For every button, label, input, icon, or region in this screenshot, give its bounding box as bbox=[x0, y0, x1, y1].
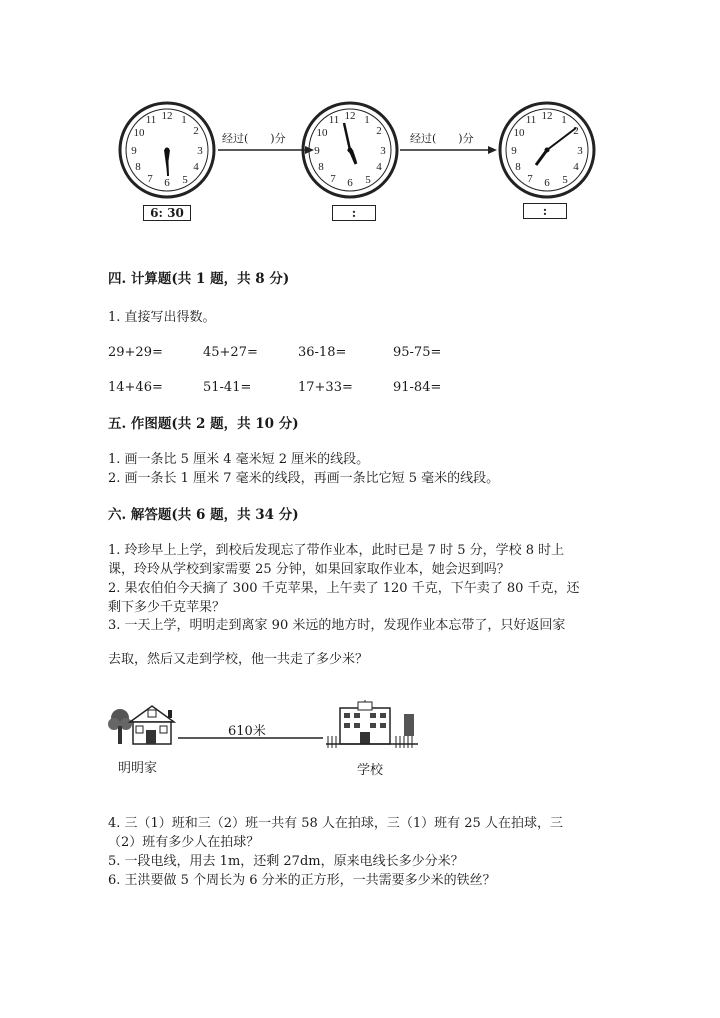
calc-r1c3: 36-18= bbox=[298, 345, 347, 360]
distance-label: 610米 bbox=[228, 724, 266, 739]
section-6-q5: 5. 一段电线，用去 1m，还剩 27dm，原来电线长多少分米？ bbox=[108, 854, 464, 869]
svg-text:5: 5 bbox=[562, 174, 568, 186]
clock-2 bbox=[303, 103, 397, 197]
calc-r1c4: 95-75= bbox=[393, 345, 442, 360]
section-5-q2: 2. 画一条长 1 厘米 7 毫米的线段，再画一条比它短 5 毫米的线段。 bbox=[108, 471, 500, 486]
svg-text:7: 7 bbox=[330, 173, 336, 185]
svg-text:1: 1 bbox=[181, 114, 187, 126]
svg-text:8: 8 bbox=[135, 161, 141, 173]
school-label: 学校 bbox=[357, 763, 384, 778]
svg-text:7: 7 bbox=[147, 173, 153, 185]
svg-text:5: 5 bbox=[182, 174, 188, 186]
section-6-q1-line2: 课，玲玲从学校到家需要 25 分钟，如果回家取作业本，她会迟到吗？ bbox=[108, 562, 510, 577]
section-4-q1: 1. 直接写出得数。 bbox=[108, 310, 216, 325]
calc-r1c1: 29+29= bbox=[108, 345, 163, 360]
svg-text:3: 3 bbox=[577, 145, 583, 157]
section-5-heading: 五. 作图题(共 2 题，共 10 分) bbox=[108, 416, 299, 432]
arrow-2-label: 经过( )分 bbox=[410, 132, 474, 145]
clock-3 bbox=[500, 103, 594, 197]
calc-r2c2: 51-41= bbox=[203, 380, 252, 395]
svg-text:1: 1 bbox=[561, 114, 567, 126]
svg-text:9: 9 bbox=[131, 145, 137, 157]
section-6-q1-line1: 1. 玲珍早上上学，到校后发现忘了带作业本，此时已是 7 时 5 分，学校 8 时上 bbox=[108, 543, 565, 558]
calc-r2c4: 91-84= bbox=[393, 380, 442, 395]
svg-text:7: 7 bbox=[527, 173, 533, 185]
section-6-q2-line2: 剩下多少千克苹果？ bbox=[108, 600, 226, 615]
svg-text:6: 6 bbox=[347, 177, 353, 189]
section-6-q6: 6. 王洪要做 5 个周长为 6 分米的正方形，一共需要多少米的铁丝？ bbox=[108, 873, 496, 888]
clock-1 bbox=[120, 103, 214, 197]
section-6-q4-line2: （2）班有多少人在拍球？ bbox=[108, 835, 260, 850]
svg-text:3: 3 bbox=[380, 145, 386, 157]
svg-text:5: 5 bbox=[365, 174, 371, 186]
section-6-q4-line1: 4. 三（1）班和三（2）班一共有 58 人在拍球，三（1）班有 25 人在拍球，三 bbox=[108, 816, 563, 831]
svg-text:2: 2 bbox=[573, 125, 579, 137]
svg-text:10: 10 bbox=[513, 127, 525, 139]
svg-text:11: 11 bbox=[145, 114, 157, 126]
section-6-q2-line1: 2. 果农伯伯今天摘了 300 千克苹果，上午卖了 120 千克，下午卖了 80 千克，还 bbox=[108, 581, 580, 596]
svg-text:9: 9 bbox=[511, 145, 517, 157]
section-6-q3-line2: 去取，然后又走到学校，他一共走了多少米？ bbox=[108, 652, 369, 667]
svg-text:6: 6 bbox=[544, 177, 550, 189]
svg-text:1: 1 bbox=[364, 114, 370, 126]
arrow-1-label: 经过( )分 bbox=[222, 132, 286, 145]
section-6-q3-line1: 3. 一天上学，明明走到离家 90 米远的地方时，发现作业本忘带了，只好返回家 bbox=[108, 618, 566, 633]
calc-r1c2: 45+27= bbox=[203, 345, 258, 360]
svg-text:12: 12 bbox=[161, 110, 173, 122]
svg-text:8: 8 bbox=[515, 161, 521, 173]
svg-text:11: 11 bbox=[525, 114, 537, 126]
svg-text:4: 4 bbox=[573, 161, 579, 173]
svg-text:2: 2 bbox=[376, 125, 382, 137]
section-5-q1: 1. 画一条比 5 厘米 4 毫米短 2 厘米的线段。 bbox=[108, 452, 370, 467]
svg-text:2: 2 bbox=[193, 125, 199, 137]
tree-icon bbox=[108, 709, 132, 744]
svg-text:8: 8 bbox=[318, 161, 324, 173]
time-box-3[interactable]: : bbox=[523, 203, 567, 219]
svg-text:9: 9 bbox=[314, 145, 320, 157]
calc-r2c1: 14+46= bbox=[108, 380, 163, 395]
svg-text:4: 4 bbox=[376, 161, 382, 173]
home-label: 明明家 bbox=[118, 761, 158, 776]
time-box-2[interactable]: : bbox=[332, 205, 376, 221]
svg-text:3: 3 bbox=[197, 145, 203, 157]
svg-text:10: 10 bbox=[133, 127, 145, 139]
calc-r2c3: 17+33= bbox=[298, 380, 353, 395]
svg-text:12: 12 bbox=[344, 110, 356, 122]
time-box-1: 6: 30 bbox=[143, 205, 191, 221]
school-icon bbox=[326, 700, 418, 748]
house-icon bbox=[130, 706, 174, 744]
svg-text:12: 12 bbox=[541, 110, 553, 122]
svg-text:4: 4 bbox=[193, 161, 199, 173]
svg-text:10: 10 bbox=[316, 127, 328, 139]
section-6-heading: 六. 解答题(共 6 题，共 34 分) bbox=[108, 507, 299, 523]
svg-text:6: 6 bbox=[164, 177, 170, 189]
section-4-heading: 四. 计算题(共 1 题，共 8 分) bbox=[108, 271, 290, 287]
svg-text:11: 11 bbox=[328, 114, 340, 126]
